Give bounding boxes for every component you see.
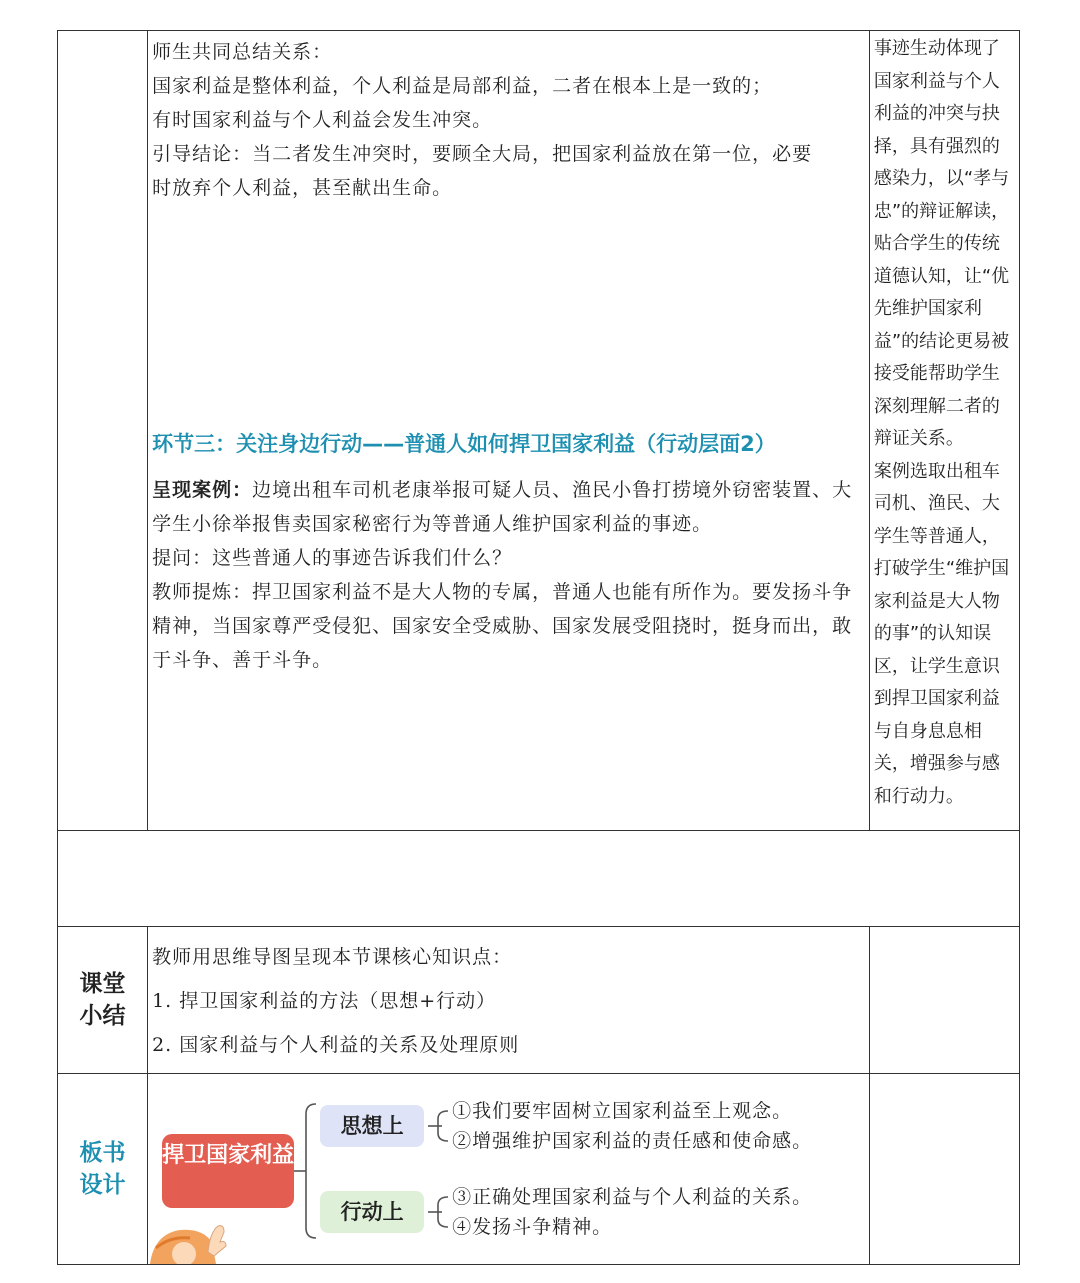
case-text: 边境出租车司机老康举报可疑人员、渔民小鲁打捞境外窃密装置、大学生小徐举报售卖国家秘密行为等普通人维护国家利益的事迹。	[152, 479, 853, 535]
summary-item-2: 2. 国家利益与个人利益的关系及处理原则	[152, 1034, 520, 1056]
process-label-cell	[58, 31, 148, 831]
lesson-plan-table-wrapper	[57, 30, 1020, 1265]
leaf-item-3: ③正确处理国家利益与个人利益的关系。	[452, 1186, 813, 1208]
summary-relation-heading: 师生共同总结关系：	[152, 41, 333, 63]
summary-intro: 教师用思维导图呈现本节课核心知识点：	[152, 946, 513, 968]
process-content-cell	[148, 31, 870, 831]
summary-note-cell	[869, 927, 1019, 1074]
summary-row	[58, 927, 1020, 1074]
leaf-item-2: ②增强维护国家利益的责任感和使命感。	[452, 1130, 813, 1152]
conclusion-line-1: 引导结论：当二者发生冲突时，要顾全大局，把国家利益放在第一位，必要	[152, 143, 813, 165]
leaf-item-4: ④发扬斗争精神。	[452, 1216, 613, 1238]
branch-action: 行动上	[320, 1191, 424, 1233]
design-intent-a: 事迹生动体现了国家利益与个人利益的冲突与抉择，具有强烈的感染力，以“孝与忠”的辩证解读，贴合学生的传统道德认知，让“优先维护国家利益”的结论更易被接受能帮助学生深刻理解二者的辩证关系。	[873, 38, 1010, 449]
branch-thought: 思想上	[320, 1105, 424, 1147]
case-paragraph	[152, 473, 867, 541]
summary-relation-line-2: 有时国家利益与个人利益会发生冲突。	[152, 109, 493, 131]
board-label: 板书设计	[79, 1140, 126, 1198]
mind-map	[148, 1074, 869, 1264]
leaf-item-1: ①我们要牢固树立国家利益至上观念。	[452, 1100, 793, 1122]
case-label: 呈现案例：	[152, 479, 253, 501]
lesson-plan-table	[57, 30, 1020, 1265]
teacher-refine-paragraph: 教师提炼：捍卫国家利益不是大人物的专属，普通人也能有所作为。要发扬斗争精神，当国家尊严受侵犯、国家安全受威胁、国家发展受阻挠时，挺身而出，敢于斗争、善于斗争。	[152, 581, 853, 671]
board-label-cell	[58, 1074, 148, 1265]
board-content-cell	[148, 1074, 870, 1265]
cartoon-child-illustration	[150, 1212, 230, 1264]
question-line: 提问：这些普通人的事迹告诉我们什么？	[152, 547, 513, 569]
summary-content-cell	[148, 927, 870, 1074]
summary-label-cell	[58, 927, 148, 1074]
summary-item-1: 1. 捍卫国家利益的方法（思想+行动）	[152, 990, 497, 1012]
mind-map-root: 捍卫国家利益	[162, 1134, 294, 1208]
empty-row	[58, 831, 1020, 927]
process-row	[58, 31, 1020, 831]
summary-label: 课堂小结	[79, 971, 126, 1029]
section-three-title: 环节三：关注身边行动——普通人如何捍卫国家利益（行动层面2）	[152, 432, 776, 456]
board-note-cell	[869, 1074, 1019, 1265]
empty-cell	[58, 831, 1020, 927]
summary-relation-line-1: 国家利益是整体利益，个人利益是局部利益，二者在根本上是一致的；	[152, 75, 773, 97]
conclusion-line-2: 时放弃个人利益，甚至献出生命。	[152, 177, 453, 199]
design-intent-b: 案例选取出租车司机、渔民、大学生等普通人，打破学生“维护国家利益是大人物的事”的认知误区，让学生意识到捍卫国家利益与自身息息相关，增强参与感和行动力。	[873, 460, 1010, 807]
board-row	[58, 1074, 1020, 1265]
design-intent-cell	[869, 31, 1019, 831]
